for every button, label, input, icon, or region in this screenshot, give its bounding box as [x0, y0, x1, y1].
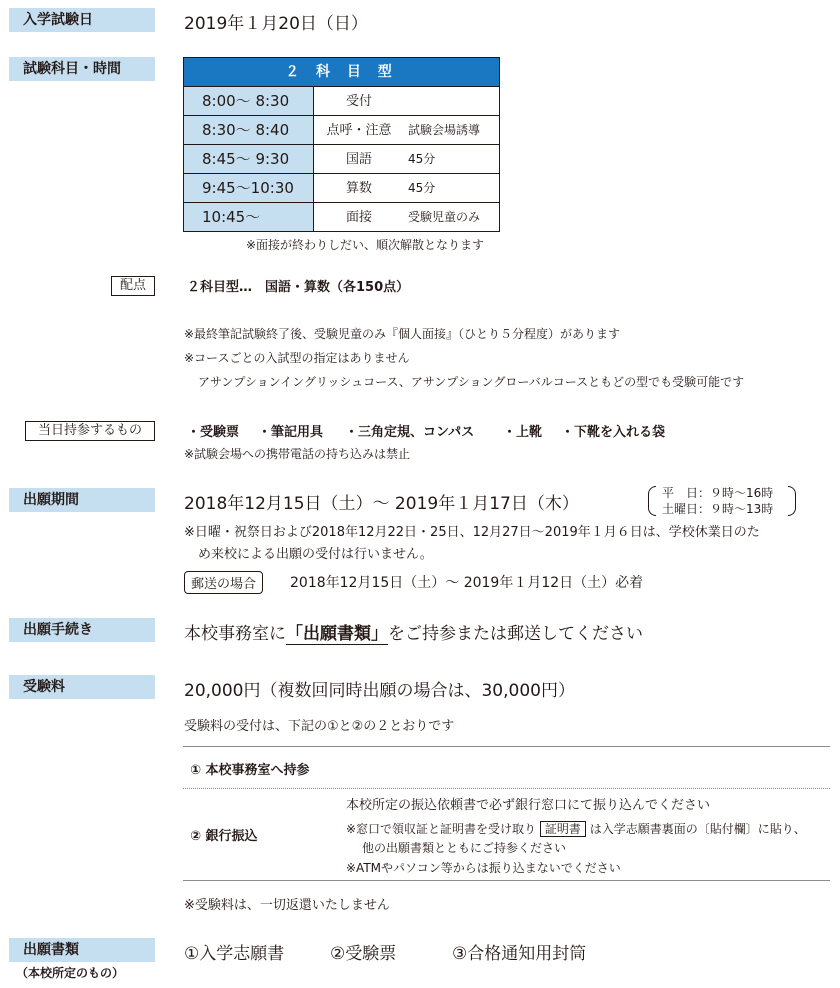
schedule-event: 点呼・注意: [326, 123, 392, 138]
schedule-row: [184, 115, 499, 144]
document-item: ②受験票: [330, 944, 397, 964]
bank-line-1: 本校所定の振込依頼書で必ず銀行窓口にて振り込んでください: [346, 798, 711, 813]
schedule-event: 国語: [345, 152, 372, 167]
fee-refund-note: ※受験料は、一切返還いたしません: [184, 898, 390, 913]
schedule-note: [404, 87, 408, 115]
bring-item: ・筆記用具: [258, 425, 324, 440]
bank-line-3: 他の出願書類とともにご持参ください: [362, 841, 567, 855]
bring-note: ※試験会場への携帯電話の持ち込みは禁止: [184, 447, 411, 461]
bank-line-4: ※ATMやパソコン等からは振り込まないでください: [346, 861, 621, 875]
schedule-time: 8:45〜 9:30: [184, 145, 314, 173]
application-period-note: ※日曜・祝祭日および2018年12月22日・25日、12月27日〜2019年１月６日は、学校休業日のた: [184, 525, 760, 540]
schedule-row: [184, 86, 499, 115]
fee-option-2: ② 銀行振込: [190, 829, 258, 844]
schedule-time: 9:45〜10:30: [184, 174, 314, 202]
mail-label: 郵送の場合: [184, 571, 263, 594]
schedule-note: 45分: [408, 181, 436, 195]
hours-bracket-left: [648, 486, 656, 516]
schedule-row: [184, 144, 499, 173]
bring-item: ・上靴: [503, 425, 543, 440]
schedule-footnote: ※面接が終わりしだい、順次解散となります: [246, 238, 485, 252]
schedule-row: [184, 202, 499, 231]
exam-date-value: 2019年１月20日（日）: [184, 14, 368, 34]
fee-table-bottom-border: [183, 880, 830, 881]
procedure-label: 出願手続き: [9, 618, 155, 642]
procedure-prefix: 本校事務室に: [184, 624, 286, 644]
fee-value: 20,000円（複数回同時出願の場合は、30,000円）: [184, 681, 575, 701]
fee-label: 受験料: [9, 675, 155, 699]
fee-option-1: ① 本校事務室へ持参: [190, 763, 310, 778]
hours-weekday: 平 日：９時〜16時: [662, 486, 774, 500]
document-item: ①入学志願書: [184, 944, 285, 964]
procedure-text: [184, 619, 643, 644]
procedure-suffix: をご持参または郵送してください: [388, 624, 643, 644]
hours-bracket-right: [788, 486, 796, 516]
procedure-docs: 「出願書類」: [286, 624, 388, 644]
scoring-note: ※コースごとの入試型の指定はありません: [184, 351, 410, 365]
bring-item: ・下靴を入れる袋: [561, 425, 666, 440]
document-item: ③合格通知用封筒: [452, 944, 587, 964]
schedule-event: 算数: [345, 181, 372, 196]
application-period-note: め来校による出願の受付は行いません。: [198, 547, 433, 562]
application-period-label: 出願期間: [9, 488, 155, 512]
schedule-time: 10:45〜: [184, 203, 314, 231]
schedule-note: 45分: [408, 152, 436, 166]
scoring-note: アサンプションイングリッシュコース、アサンプショングローバルコースともどの型でも受験可能です: [198, 375, 745, 389]
bring-label: 当日持参するもの: [25, 421, 155, 441]
hours-saturday: 土曜日：９時〜13時: [662, 502, 774, 516]
scoring-value: ２科目型… 国語・算数（各150点）: [187, 280, 410, 295]
schedule-time: 8:00〜 8:30: [184, 87, 314, 115]
exam-date-label: 入学試験日: [9, 8, 155, 32]
scoring-note: ※最終筆記試験終了後、受験児童のみ『個人面接』（ひとり５分程度）があります: [184, 327, 621, 341]
schedule-event: 面接: [345, 210, 372, 225]
application-period-value: 2018年12月15日（土）〜 2019年１月17日（木）: [184, 494, 579, 514]
scoring-label: 配点: [111, 276, 155, 296]
certificate-box: 証明書: [540, 821, 586, 837]
bank-line-2-pre: ※窓口で領収証と証明書を受け取り: [346, 822, 537, 836]
fee-table-top-border: [183, 746, 830, 747]
schedule-time: 8:30〜 8:40: [184, 116, 314, 144]
schedule-event: 受付: [345, 94, 372, 109]
subjects-label: 試験科目・時間: [9, 57, 155, 81]
mail-value: 2018年12月15日（土）〜 2019年１月12日（土）必着: [290, 575, 644, 591]
documents-sublabel: （本校所定のもの）: [16, 966, 125, 980]
bring-item: ・受験票: [187, 425, 240, 440]
schedule-row: [184, 173, 499, 202]
schedule-table: [183, 57, 500, 232]
bank-line-2: [346, 820, 806, 837]
schedule-note: 試験会場誘導: [408, 123, 481, 137]
documents-label: 出願書類: [9, 938, 155, 962]
fee-table-divider: [183, 788, 830, 789]
schedule-table-title: ２ 科 目 型: [184, 58, 499, 86]
schedule-note: 受験児童のみ: [408, 210, 481, 224]
bring-item: ・三角定規、コンパス: [345, 425, 475, 440]
fee-intro: 受験料の受付は、下記の①と②の２とおりです: [184, 719, 455, 734]
bank-line-2-post: は入学志願書裏面の〔貼付欄〕に貼り、: [589, 822, 806, 836]
